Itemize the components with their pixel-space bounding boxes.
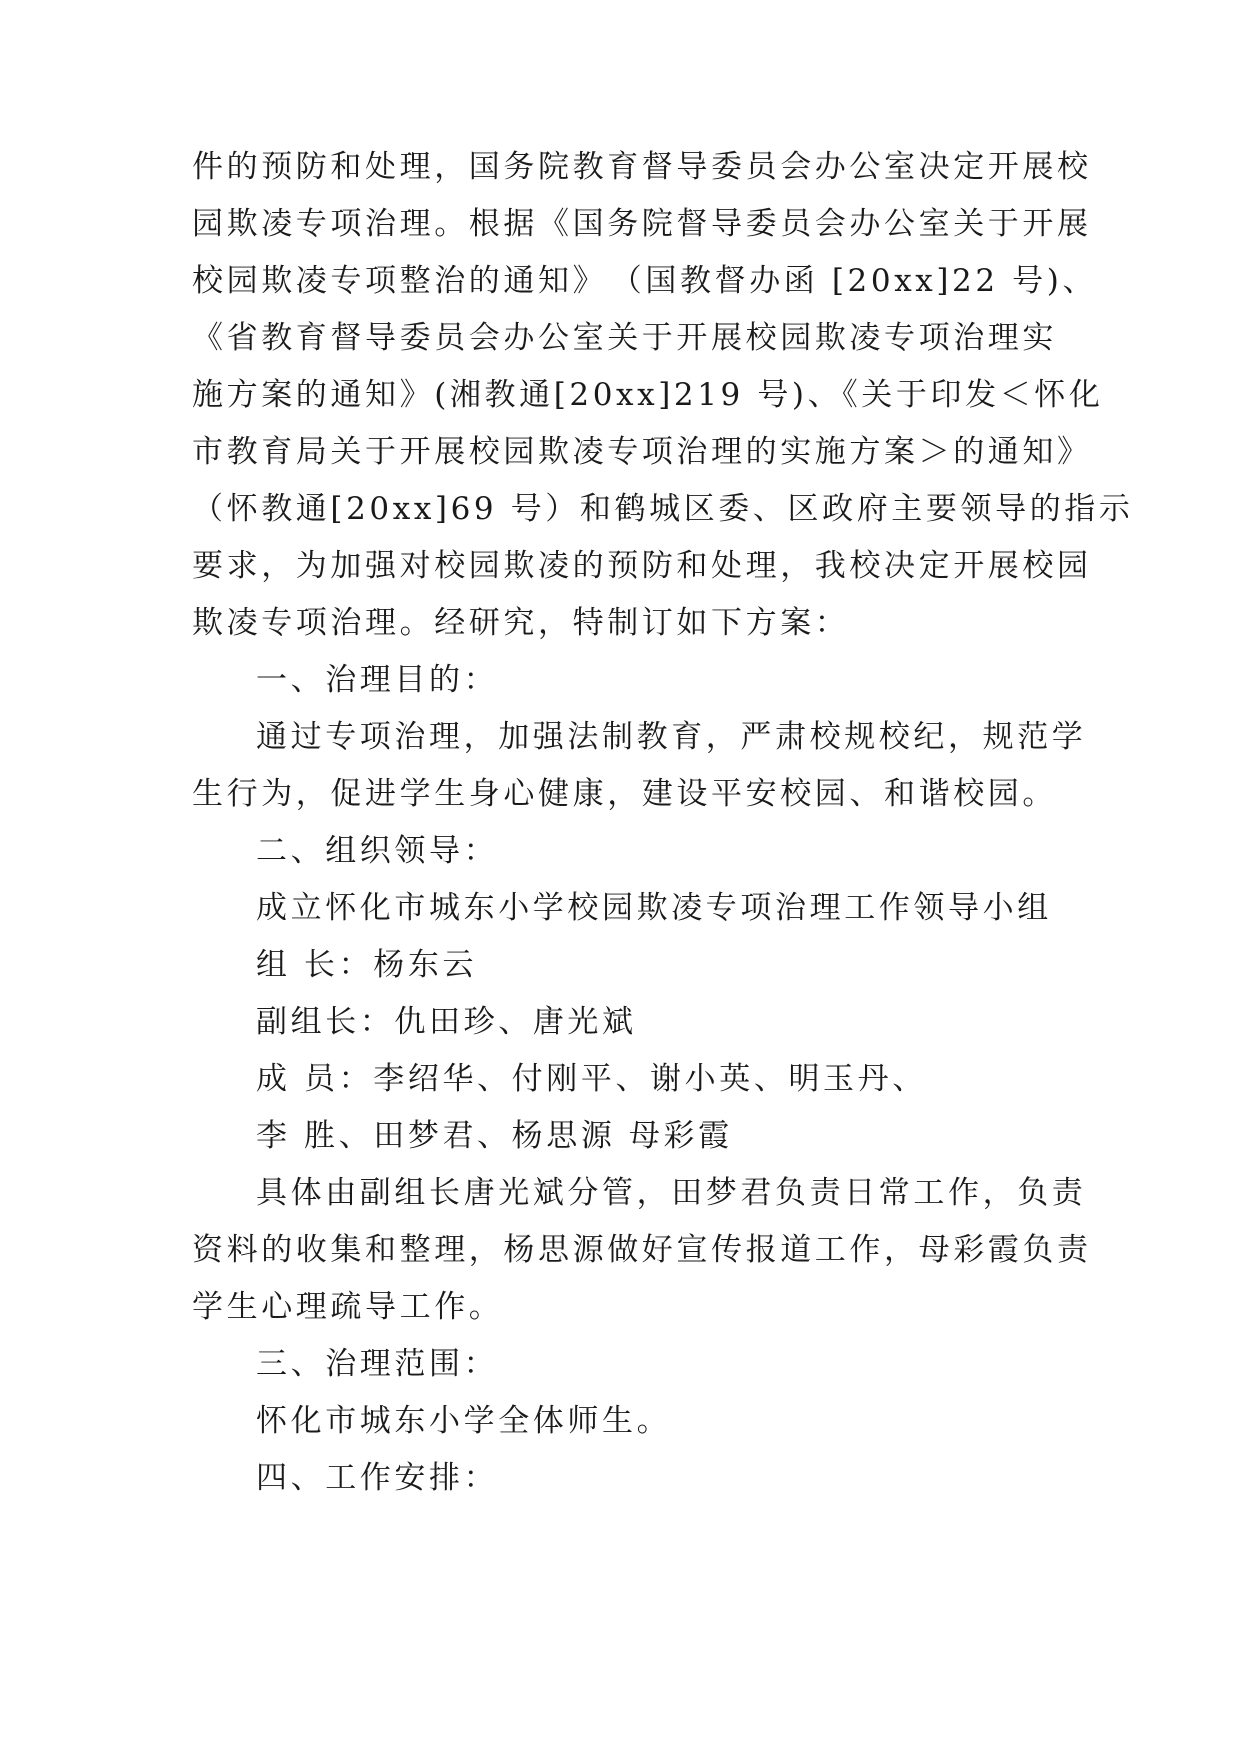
body-text-line: 资料的收集和整理，杨思源做好宣传报道工作，母彩霞负责 <box>192 1232 1092 1268</box>
members-line: 成 员：李绍华、付刚平、谢小英、明玉丹、 <box>256 1061 927 1097</box>
body-text-line: 通过专项治理，加强法制教育，严肃校规校纪，规范学 <box>256 719 1087 755</box>
members-line: 李 胜、田梦君、杨思源 母彩霞 <box>256 1118 733 1154</box>
body-text-line: 件的预防和处理，国务院教育督导委员会办公室决定开展校 <box>192 149 1092 185</box>
leader-line: 组 长：杨东云 <box>256 947 478 983</box>
body-text-line: 要求，为加强对校园欺凌的预防和处理，我校决定开展校园 <box>192 548 1092 584</box>
section-heading: 二、组织领导： <box>256 833 499 869</box>
body-text-line: 园欺凌专项治理。根据《国务院督导委员会办公室关于开展 <box>192 206 1092 242</box>
body-text-line: 施方案的通知》(湘教通[20xx]219 号)、《关于印发＜怀化 <box>192 377 1104 413</box>
body-text-line: 《省教育督导委员会办公室关于开展校园欺凌专项治理实 <box>192 320 1057 356</box>
body-text-line: 学生心理疏导工作。 <box>192 1289 504 1325</box>
body-text-line: 生行为，促进学生身心健康，建设平安校园、和谐校园。 <box>192 776 1057 812</box>
body-text-line: 欺凌专项治理。经研究，特制订如下方案： <box>192 605 850 641</box>
body-text-line: 市教育局关于开展校园欺凌专项治理的实施方案＞的通知》 <box>192 434 1092 470</box>
body-text-line: 校园欺凌专项整治的通知》 （国教督办函 [20xx]22 号)、 <box>192 263 1098 299</box>
body-text-line: 具体由副组长唐光斌分管，田梦君负责日常工作，负责 <box>256 1175 1087 1211</box>
section-heading: 四、工作安排： <box>256 1460 499 1496</box>
deputy-leader-line: 副组长：仇田珍、唐光斌 <box>256 1004 637 1040</box>
body-text-line: （怀教通[20xx]69 号）和鹤城区委、区政府主要领导的指示 <box>192 491 1134 527</box>
section-heading: 三、治理范围： <box>256 1346 499 1382</box>
body-text-line: 成立怀化市城东小学校园欺凌专项治理工作领导小组 <box>256 890 1052 926</box>
section-heading: 一、治理目的： <box>256 662 499 698</box>
body-text-line: 怀化市城东小学全体师生。 <box>256 1403 672 1439</box>
